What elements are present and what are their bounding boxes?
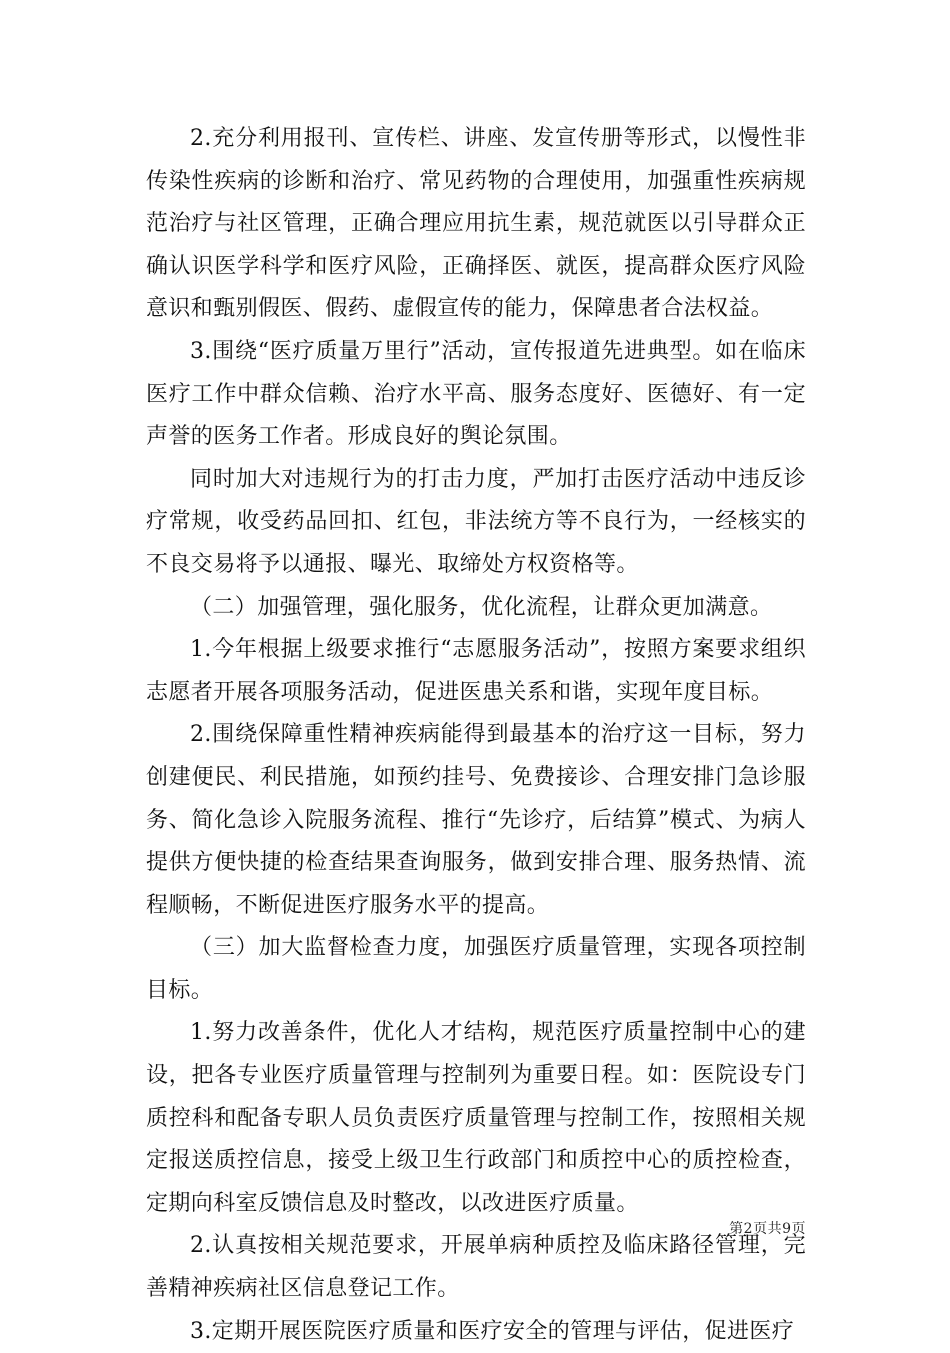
- paragraph-crackdown: 同时加大对违规行为的打击力度，严加打击医疗活动中违反诊疗常规，收受药品回扣、红包，非法统方等不良行为，一经核实的不良交易将予以通报、曝光、取缔处方权资格等。: [146, 466, 806, 577]
- paragraph-convenience-measures: 2.围绕保障重性精神疾病能得到最基本的治疗这一目标，努力创建便民、利民措施，如预约挂号、免费接诊、合理安排门急诊服务、简化急诊入院服务流程、推行“先诊疗，后结算”模式、为病人提供方便快捷的检查结果查询服务，做到安排合理、服务热情、流程顺畅，不断促进医疗服务水平的提高。: [146, 722, 806, 918]
- paragraph-public-education: 2.充分利用报刊、宣传栏、讲座、发宣传册等形式，以慢性非传染性疾病的诊断和治疗、常见药物的合理使用，加强重性疾病规范治疗与社区管理，正确合理应用抗生素，规范就医以引导群众正确认识医学科学和医疗风险，正确择医、就医，提高群众医疗风险意识和甄别假医、假药、虚假宣传的能力，保障患者合法权益。: [146, 126, 806, 322]
- paragraph-volunteer-service: 1.今年根据上级要求推行“志愿服务活动”，按照方案要求组织志愿者开展各项服务活动，促进医患关系和谐，实现年度目标。: [146, 637, 806, 705]
- paragraph-quality-control-center: 1.努力改善条件，优化人才结构，规范医疗质量控制中心的建设，把各专业医疗质量管理与控制列为重要日程。如：医院设专门质控科和配备专职人员负责医疗质量管理与控制工作，按照相关规定报送质控信息，接受上级卫生行政部门和质控中心的质控检查，定期向科室反馈信息及时整改，以改进医疗质量。: [146, 1020, 806, 1216]
- document-body: [146, 118, 806, 1353]
- section-heading-management: （二）加强管理，强化服务，优化流程，让群众更加满意。: [190, 594, 773, 620]
- paragraph-quality-campaign: 3.围绕“医疗质量万里行”活动，宣传报道先进典型。如在临床医疗工作中群众信赖、治疗水平高、服务态度好、医德好、有一定声誉的医务工作者。形成良好的舆论氛围。: [146, 338, 806, 450]
- paragraph-clinical-pathway: 2.认真按相关规范要求，开展单病种质控及临床路径管理，完善精神疾病社区信息登记工作。: [146, 1233, 806, 1302]
- section-heading-supervision: （三）加大监督检查力度，加强医疗质量管理，实现各项控制目标。: [146, 935, 806, 1003]
- page-number-footer: 第2页共9页: [729, 1221, 806, 1237]
- paragraph-safety-evaluation: 3.定期开展医院医疗质量和医疗安全的管理与评估，促进医疗: [190, 1318, 795, 1344]
